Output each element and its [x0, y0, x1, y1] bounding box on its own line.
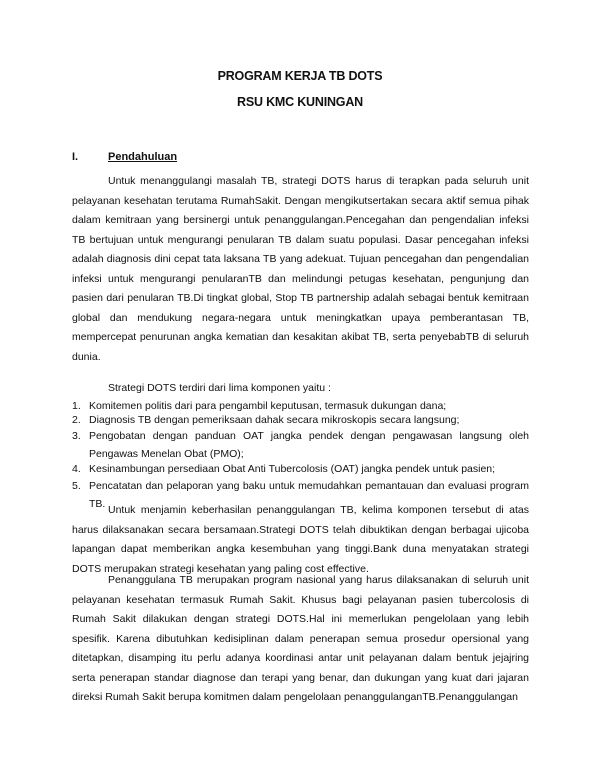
list-item-text: Kesinambungan persediaan Obat Anti Tubercolosis (OAT) jangka pendek untuk pasien; — [89, 463, 496, 475]
list-item-text: Pengobatan dengan panduan OAT jangka pendek dengan pengawasan langsung oleh Pengawas Menelan Obat (PMO); — [89, 430, 529, 460]
list-item-text: Diagnosis TB dengan pemeriksaan dahak secara mikroskopis secara langsung; — [89, 413, 460, 426]
list-item-text: Komitemen politis dari para pengambil keputusan, termasuk dukungan dana; — [89, 400, 447, 412]
list-item-number: 5. — [72, 479, 81, 492]
paragraph-hospital-text: Penanggulana TB merupakan program nasional yang harus dilaksanakan di seluruh unit pelayanan kesehatan termasuk Rumah Sakit. Khusus bagi pelayanan pasien tubercolosis di Rumah Sakit dilakukan dengan strategi DOTS.Hal ini memerlukan pengelolaan yang lebih spesifik. Karena dibutuhkan kedisiplinan dalam penerapan semua prosedur opersional yang ditetapkan, disamping itu perlu adanya koordinasi antar unit pelayanan dalam bentuk jejajring serta penerapan standar diagnose dan terapi yang benar, dan dukungan yang kuat dari jajaran direksi Rumah Sakit berupa komitmen dalam pengelolaan penanggulanganTB.Penanggulangan — [72, 574, 529, 703]
list-item-text: Pencatatan dan pelaporan yang baku untuk memudahkan pemantauan dan evaluasi program TB. — [89, 479, 529, 510]
paragraph-intro-text: Untuk menanggulangi masalah TB, strategi DOTS harus di terapkan pada seluruh unit pelayanan kesehatan terutama RumahSakit. Dengan mengikutsertakan secara aktif semua pihak dalam kemitraan yang bersinergi untuk penanggulangan.Pencegahan dan pengendalian infeksi TB bertujuan untuk mengurangi penularan TB dalam suatu populasi. Dasar pencegahan infeksi adalah diagnosis dini cepat tata laksana TB yang adekuat. Tujuan pencegahan dan pengendalian infeksi untuk mengurangi penularanTB dan melindungi petugas kesehatan, pengunjung dan pasien dari penularan TB.Di tingkat global, Stop TB partnership adalah sebagai bentuk kemitraan global dan mendukung negara-negara untuk meningkatkan upaya pemberantasan TB, mempercepat penurunan angka kematian dan kesakitan akibat TB, serta penyebabTB di seluruh dunia. — [72, 175, 529, 363]
list-item — [72, 400, 529, 414]
list-item-number: 1. — [72, 400, 81, 412]
document-title: PROGRAM KERJA TB DOTS — [217, 69, 383, 83]
document-subtitle: RSU KMC KUNINGAN — [237, 95, 363, 109]
paragraph-success — [72, 501, 529, 579]
paragraph-success-text: Untuk menjamin keberhasilan penanggulangan TB, kelima komponen tersebut di atas harus dilaksanakan secara bersamaan.Strategi DOTS telah dibuktikan dengan berbagai ujicoba lapangan dapat memberikan angka kesembuhan yang tinggi.Bank duna menyatakan strategi DOTS merupakan strategi kesehatan yang paling cost effective. — [72, 504, 529, 575]
list-item — [72, 463, 529, 477]
list-item-number: 2. — [72, 413, 81, 426]
list-item-number: 3. — [72, 430, 81, 442]
component-list — [72, 400, 529, 513]
list-item — [72, 414, 529, 428]
section-title: Pendahuluan — [108, 151, 178, 163]
section-number: I. — [72, 151, 79, 163]
paragraph-hospital — [72, 571, 529, 708]
list-item — [72, 427, 529, 463]
list-intro: Strategi DOTS terdiri dari lima komponen yaitu : — [108, 382, 331, 394]
paragraph-intro — [72, 172, 529, 367]
list-item-number: 4. — [72, 463, 81, 475]
